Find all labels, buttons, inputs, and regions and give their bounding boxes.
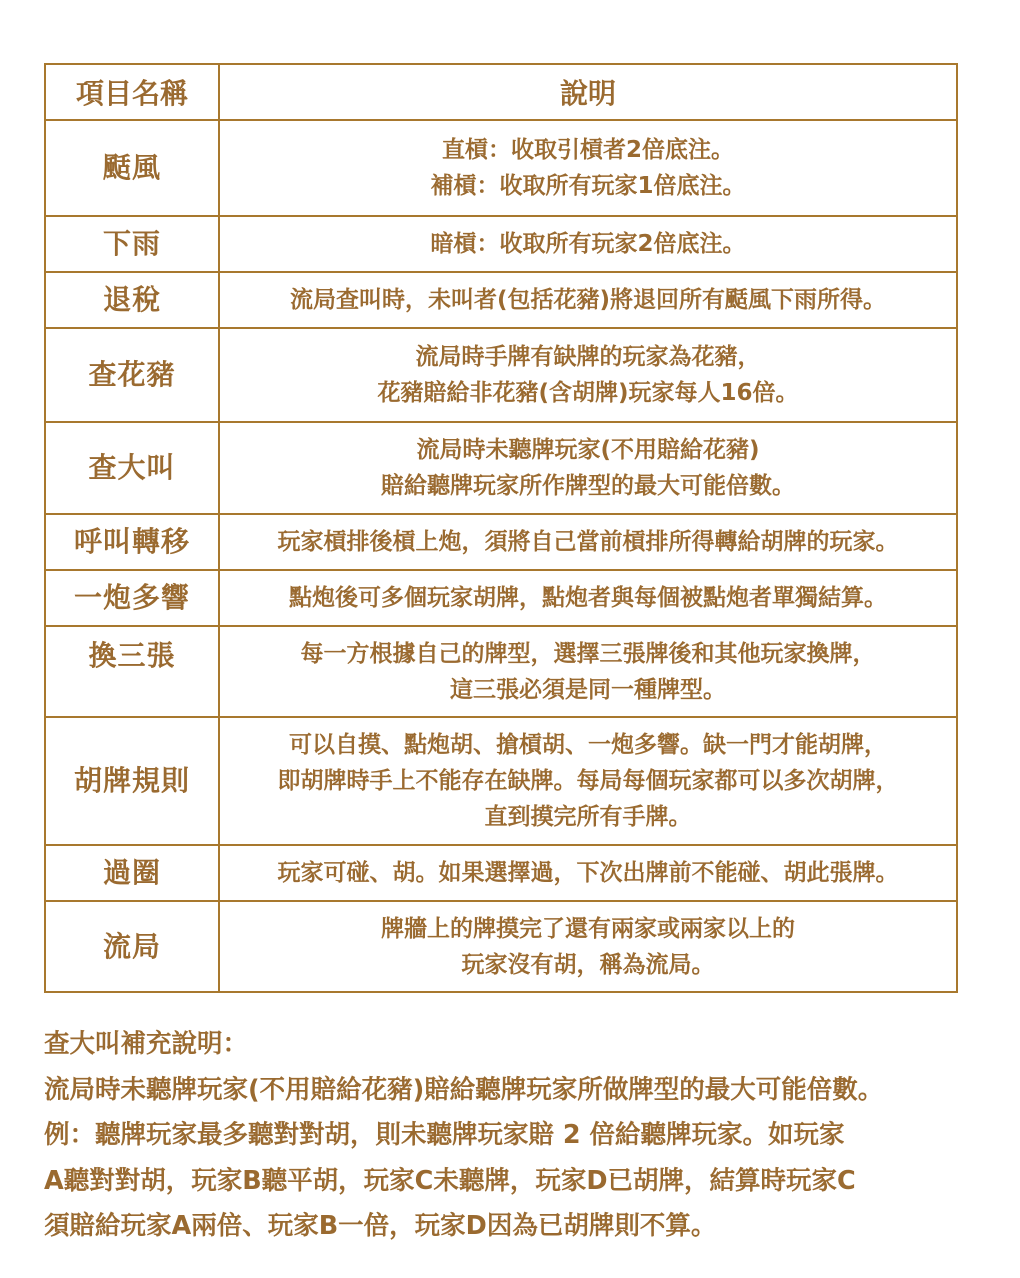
notes-line: 流局時未聽牌玩家(不用賠給花豬)賠給聽牌玩家所做牌型的最大可能倍數。 [44,1074,884,1105]
rule-name: 胡牌規則 [45,717,219,845]
rule-name: 退稅 [45,272,219,328]
description-line: 這三張必須是同一種牌型。 [450,676,726,703]
rule-description [219,272,957,328]
rule-description [219,216,957,272]
rule-description [219,570,957,626]
description-line: 花豬賠給非花豬(含胡牌)玩家每人16倍。 [377,380,799,406]
notes-line: 例：聽牌玩家最多聽對對胡，則未聽牌玩家賠 2 倍給聽牌玩家。如玩家 [44,1120,845,1150]
table-header-row [45,64,957,120]
rule-name: 颳風 [45,120,219,216]
rule-description [219,120,957,216]
rule-name: 換三張 [45,626,219,717]
table-row [45,626,957,717]
rule-description [219,717,957,845]
description-line: 每一方根據自己的牌型，選擇三張牌後和其他玩家換牌， [300,640,876,667]
rule-name: 下雨 [45,216,219,272]
description-line: 即胡牌時手上不能存在缺牌。每局每個玩家都可以多次胡牌， [277,768,899,794]
rule-description [219,845,957,901]
header-item-name: 項目名稱 [45,64,219,120]
description-line: 玩家可碰、胡。如果選擇過，下次出牌前不能碰、胡此張牌。 [277,860,899,886]
description-line: 直槓：收取引槓者2倍底注。 [441,137,734,163]
table-row [45,216,957,272]
rule-name: 一炮多響 [45,570,219,626]
table-row [45,901,957,992]
table-row [45,328,957,422]
rule-name: 呼叫轉移 [45,514,219,570]
rule-description [219,422,957,514]
table-row [45,422,957,514]
rule-description [219,328,957,422]
description-line: 流局時手牌有缺牌的玩家為花豬， [415,344,761,370]
description-line: 補槓：收取所有玩家1倍底注。 [430,173,746,199]
table-row [45,570,957,626]
table-row [45,717,957,845]
notes-heading: 查大叫補充說明： [44,1029,249,1059]
table-row [45,272,957,328]
rule-name: 過圈 [45,845,219,901]
description-line: 直到摸完所有手牌。 [484,804,692,830]
notes-line: 須賠給玩家A兩倍、玩家B一倍，玩家D因為已胡牌則不算。 [44,1211,717,1241]
rule-description [219,901,957,992]
description-line: 暗槓：收取所有玩家2倍底注。 [430,231,746,257]
header-description: 說明 [219,64,957,120]
table-row [45,845,957,901]
rule-name: 查花豬 [45,328,219,422]
rule-description [219,514,957,570]
description-line: 玩家沒有胡，稱為流局。 [461,951,715,978]
description-line: 牌牆上的牌摸完了還有兩家或兩家以上的 [381,915,795,942]
table-row [45,120,957,216]
rule-name: 查大叫 [45,422,219,514]
supplementary-notes [44,1022,964,1250]
rule-name: 流局 [45,901,219,992]
description-line: 流局時未聽牌玩家(不用賠給花豬) [416,437,760,463]
rule-description [219,626,957,717]
description-line: 玩家槓排後槓上炮，須將自己當前槓排所得轉給胡牌的玩家。 [277,529,899,555]
description-line: 點炮後可多個玩家胡牌，點炮者與每個被點炮者單獨結算。 [289,585,887,611]
description-line: 流局查叫時，未叫者(包括花豬)將退回所有颳風下雨所得。 [289,287,887,313]
rules-table [44,63,958,993]
notes-line: A聽對對胡，玩家B聽平胡，玩家C未聽牌，玩家D已胡牌，結算時玩家C [44,1165,856,1196]
table-row [45,514,957,570]
description-line: 可以自摸、點炮胡、搶槓胡、一炮多響。缺一門才能胡牌， [289,732,887,758]
description-line: 賠給聽牌玩家所作牌型的最大可能倍數。 [381,473,795,499]
